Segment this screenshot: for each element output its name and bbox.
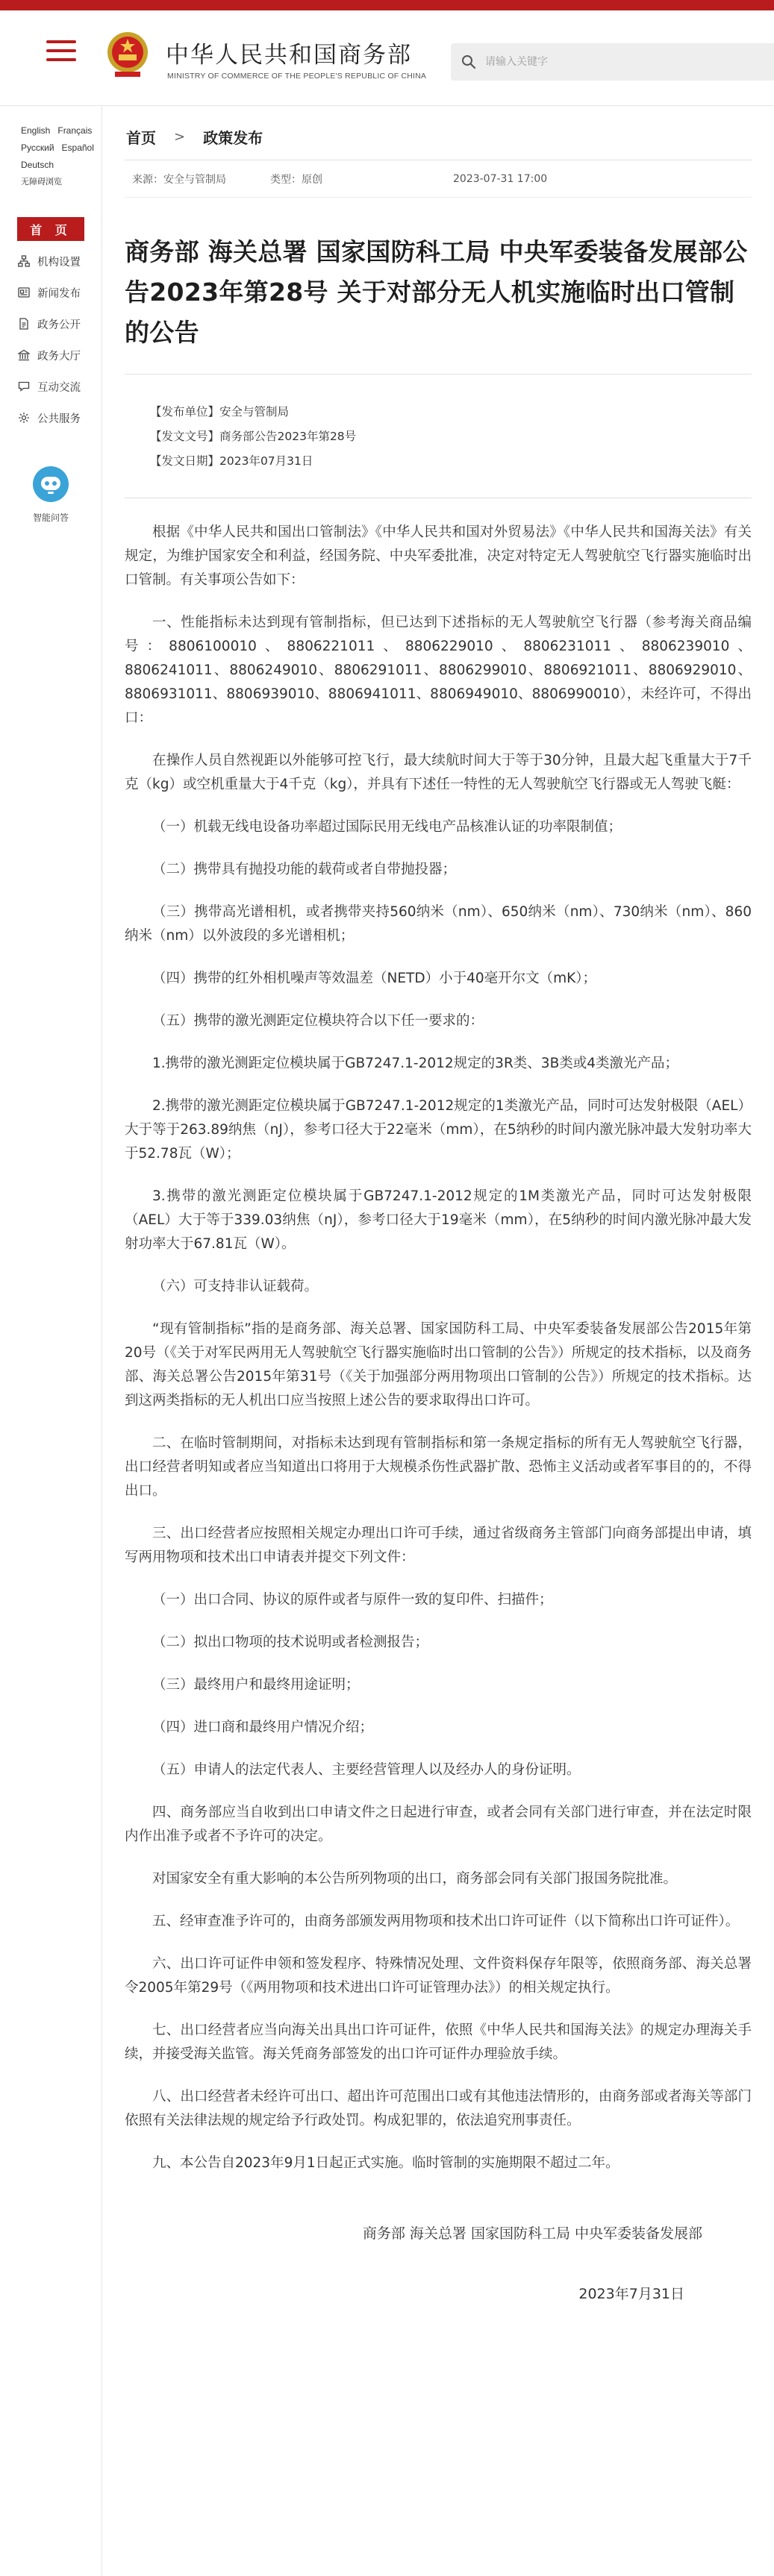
paragraph: 四、商务部应当自收到出口申请文件之日起进行审查，或者会同有关部门进行审查，并在法定时限内作出准予或者不予许可的决定。 [125, 1805, 752, 1844]
building-icon [18, 349, 30, 361]
site-header [0, 10, 774, 106]
robot-icon[interactable] [33, 466, 69, 502]
paragraph: （四）进口商和最终用户情况介绍； [152, 1720, 374, 1735]
paragraph: 3.携带的激光测距定位模块属于GB7247.1-2012规定的1M类激光产品，同时可达发射极限（AEL）大于等于339.03纳焦（nJ），参考口径大于19毫米（mm），在5纳秒的时间内激光脉冲最大发射功率大于67.81瓦（W）。 [125, 1188, 752, 1252]
search-box[interactable] [451, 43, 774, 81]
sidebar-item-public-service[interactable] [0, 402, 102, 433]
site-title[interactable]: 中华人民共和国商务部 [166, 42, 412, 69]
signature-date: 2023年7月31日 [578, 2286, 684, 2302]
paragraph: 根据《中华人民共和国出口管制法》《中华人民共和国对外贸易法》《中华人民共和国海关法》有关规定，为维护国家安全和利益，经国务院、中央军委批准，决定对特定无人驾驶航空飞行器实施临时出口管制。有关事项公告如下： [125, 524, 752, 588]
menu-button[interactable] [46, 40, 76, 67]
chevron-right-icon: > [174, 129, 186, 145]
paragraph: 在操作人员自然视距以外能够可控飞行，最大续航时间大于等于30分钟，且最大起飞重量大于7千克（kg）或空机重量大于4千克（kg），并具有下述任一特性的无人驾驶航空飞行器或无人驾驶飞艇： [125, 753, 752, 792]
smart-qa-label: 智能问答 [32, 513, 69, 523]
paragraph: （一）出口合同、协议的原件或者与原件一致的复印件、扫描件； [152, 1592, 553, 1608]
paragraph: （二）拟出口物项的技术说明或者检测报告； [152, 1635, 429, 1650]
language-row [0, 157, 102, 174]
sidebar-item-label: 政务大厅 [37, 350, 81, 363]
paragraph: 1.携带的激光测距定位模块属于GB7247.1-2012规定的3R类、3B类或4类激光产品； [152, 1056, 679, 1071]
paragraph: （四）携带的红外相机噪声等效温差（NETD）小于40毫开尔文（mK）； [152, 971, 597, 986]
sidebar [0, 106, 102, 2576]
gear-icon [18, 412, 30, 424]
smart-qa-widget[interactable] [0, 466, 102, 524]
top-accent-bar [0, 0, 774, 10]
paragraph: 对国家安全有重大影响的本公告所列物项的出口，商务部会同有关部门报国务院批准。 [152, 1871, 678, 1887]
language-row [0, 140, 102, 157]
article-info [125, 375, 774, 474]
breadcrumb [125, 114, 752, 160]
paragraph: 五、经审查准予许可的，由商务部颁发两用物项和技术出口许可证件（以下简称出口许可证件）。 [152, 1914, 740, 1929]
sidebar-item-service-hall[interactable] [0, 339, 102, 371]
search-icon[interactable] [461, 54, 476, 69]
paragraph: 九、本公告自2023年9月1日起正式实施。临时管制的实施期限不超过二年。 [152, 2155, 619, 2171]
info-date: 【发文日期】2023年07月31日 [150, 454, 313, 468]
document-icon [18, 318, 30, 330]
sidebar-item-home[interactable]: 首 页 [17, 217, 84, 241]
sidebar-item-label: 政务公开 [37, 319, 81, 331]
article-body [125, 521, 752, 2175]
page-title: 商务部 海关总署 国家国防科工局 中央军委装备发展部公告2023年第28号 关于对部分无人机实施临时出口管制的公告 [125, 237, 748, 347]
paragraph: 二、在临时管制期间，对指标未达到现有管制指标和第一条规定指标的所有无人驾驶航空飞行器，出口经营者明知或者应当知道出口将用于大规模杀伤性武器扩散、恐怖主义活动或者军事目的的，不得出口。 [125, 1435, 752, 1499]
sidebar-item-label: 新闻发布 [37, 287, 81, 300]
chat-icon [18, 380, 30, 392]
paragraph: 一、性能指标未达到现有管制指标，但已达到下述指标的无人驾驶航空飞行器（参考海关商品编号：8806100010、8806221011、8806229010、8806231011、8806239010、8806241011、8806249010、8806291011、8806299010、8806921011、8806929010、8806931011、8806939010、8806941011、8806949010、8806990010），未经许可，不得出口： [125, 615, 752, 726]
info-doc-number: 【发文文号】商务部公告2023年第28号 [150, 430, 357, 443]
lang-french[interactable]: Français [57, 125, 93, 136]
sidebar-nav [0, 217, 102, 433]
sidebar-item-label: 机构设置 [37, 256, 81, 269]
paragraph: “现有管制指标”指的是商务部、海关总署、国家国防科工局、中央军委装备发展部公告2015年第20号（《关于对军民两用无人驾驶航空飞行器实施临时出口管制的公告》）所规定的技术指标，以及商务部、海关总署公告2015年第31号（《关于加强部分两用物项出口管制的公告》）所规定的技术指标。达到这两类指标的无人机出口应当按照上述公告的要求取得出口许可。 [125, 1321, 752, 1408]
paragraph: （五）申请人的法定代表人、主要经营管理人以及经办人的身份证明。 [152, 1762, 581, 1778]
signature: 商务部 海关总署 国家国防科工局 中央军委装备发展部 [362, 2225, 702, 2242]
national-emblem-icon [104, 30, 151, 79]
site-subtitle: MINISTRY OF COMMERCE OF THE PEOPLE'S REPUBLIC OF CHINA [167, 72, 427, 81]
paragraph: 八、出口经营者未经许可出口、超出许可范围出口或有其他违法情形的，由商务部或者海关等部门依照有关法律法规的规定给予行政处罚。构成犯罪的，依法追究刑事责任。 [125, 2089, 752, 2128]
sidebar-item-label: 公共服务 [37, 413, 81, 425]
search-input[interactable] [485, 56, 754, 68]
meta-datetime: 2023-07-31 17:00 [453, 172, 548, 185]
language-row [0, 122, 102, 140]
paragraph: 2.携带的激光测距定位模块属于GB7247.1-2012规定的1类激光产品，同时可达发射极限（AEL）大于等于263.89纳焦（nJ），参考口径大于22毫米（mm），在5纳秒的时间内激光脉冲最大发射功率大于52.78瓦（W）； [125, 1098, 752, 1162]
breadcrumb-home[interactable]: 首页 [126, 129, 156, 147]
paragraph: （五）携带的激光测距定位模块符合以下任一要求的： [152, 1013, 484, 1029]
sidebar-item-news[interactable] [0, 277, 102, 308]
meta-type: 类型：原创 [270, 173, 322, 186]
accessibility-link[interactable]: 无障碍浏览 [21, 177, 62, 187]
paragraph: 三、出口经营者应按照相关规定办理出口许可手续，通过省级商务主管部门向商务部提出申请，填写两用物项和技术出口申请表并提交下列文件： [125, 1526, 752, 1565]
sidebar-item-label: 互动交流 [37, 381, 81, 394]
org-chart-icon [18, 255, 30, 267]
sidebar-item-gov-affairs[interactable] [0, 308, 102, 339]
meta-source: 来源：安全与管制局 [132, 173, 226, 186]
sidebar-item-organization[interactable] [0, 245, 102, 277]
lang-english[interactable]: English [21, 125, 51, 136]
menu-icon-line [46, 40, 76, 43]
newspaper-icon [18, 286, 30, 298]
paragraph: （三）最终用户和最终用途证明； [152, 1677, 360, 1693]
lang-russian[interactable]: Русский [21, 142, 54, 153]
menu-icon-line [46, 49, 76, 52]
main-content [102, 106, 774, 2576]
menu-icon-line [46, 58, 76, 61]
sidebar-item-interaction[interactable] [0, 371, 102, 402]
paragraph: （一）机载无线电设备功率超过国际民用无线电产品核准认证的功率限制值； [152, 819, 622, 835]
breadcrumb-current[interactable]: 政策发布 [203, 129, 263, 147]
paragraph: 六、出口许可证件申领和签发程序、特殊情况处理、文件资料保存年限等，依照商务部、海关总署令2005年第29号（《两用物项和技术进出口许可证管理办法》）的相关规定执行。 [125, 1956, 752, 1996]
paragraph: 七、出口经营者应当向海关出具出口许可证件，依照《中华人民共和国海关法》的规定办理海关手续，并接受海关监管。海关凭商务部签发的出口许可证件办理验放手续。 [125, 2022, 752, 2062]
article-meta [125, 160, 752, 198]
paragraph: （三）携带高光谱相机，或者携带夹持560纳米（nm）、650纳米（nm）、730纳米（nm）、860纳米（nm）以外波段的多光谱相机； [125, 904, 752, 944]
info-publisher: 【发布单位】安全与管制局 [150, 405, 290, 419]
lang-spanish[interactable]: Español [61, 142, 94, 153]
paragraph: （二）携带具有抛投功能的载荷或者自带抛投器； [152, 862, 457, 877]
lang-german[interactable]: Deutsch [21, 160, 54, 170]
paragraph: （六）可支持非认证载荷。 [152, 1279, 319, 1294]
